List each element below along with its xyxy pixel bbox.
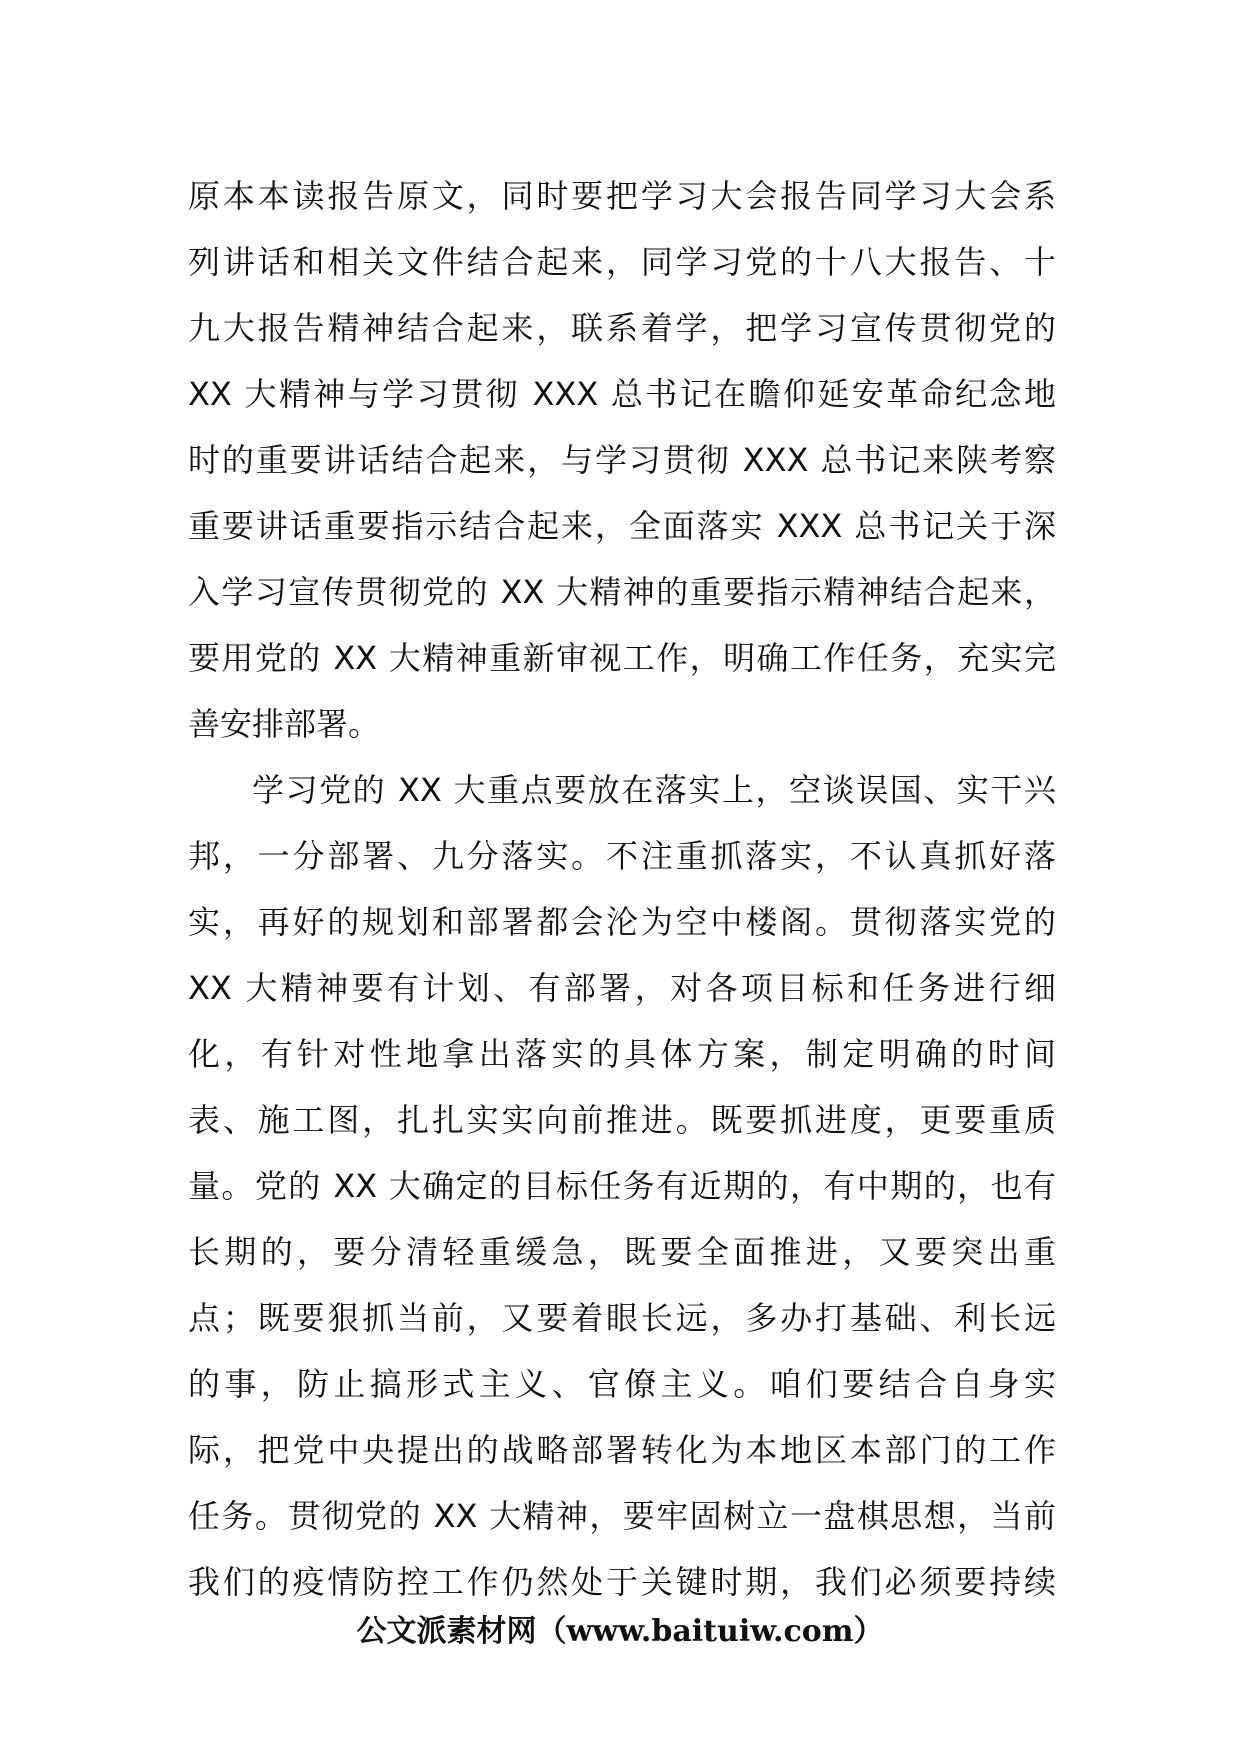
text-line: 入学习宣传贯彻党的 XX 大精神的重要指示精神结合起来， [188, 573, 1056, 611]
text-line: 化，有针对性地拿出落实的具体方案，制定明确的时间 [188, 1035, 1056, 1073]
text-line: 长期的，要分清轻重缓急，既要全面推进，又要突出重 [188, 1233, 1056, 1271]
text-line: 的事，防止搞形式主义、官僚主义。咱们要结合自身实 [188, 1365, 1056, 1403]
text-line: 我们的疫情防控工作仍然处于关键时期，我们必须要持续 [188, 1563, 1056, 1601]
paragraph [188, 163, 1056, 757]
text-line: 实，再好的规划和部署都会沦为空中楼阁。贯彻落实党的 [188, 903, 1056, 941]
text-line: 学习党的 XX 大重点要放在落实上，空谈误国、实干兴 [252, 771, 1056, 809]
text-line: 时的重要讲话结合起来，与学习贯彻 XXX 总书记来陕考察 [188, 441, 1056, 479]
text-line: 际，把党中央提出的战略部署转化为本地区本部门的工作 [188, 1431, 1056, 1469]
paragraph [188, 757, 1056, 1615]
text-line: 任务。贯彻党的 XX 大精神，要牢固树立一盘棋思想，当前 [188, 1497, 1056, 1535]
text-line: 量。党的 XX 大确定的目标任务有近期的，有中期的，也有 [188, 1167, 1056, 1205]
text-line: 九大报告精神结合起来，联系着学，把学习宣传贯彻党的 [188, 309, 1056, 347]
document-body [188, 163, 1056, 1615]
text-line: XX 大精神与学习贯彻 XXX 总书记在瞻仰延安革命纪念地 [188, 375, 1056, 413]
text-line: XX 大精神要有计划、有部署，对各项目标和任务进行细 [188, 969, 1056, 1007]
text-line: 列讲话和相关文件结合起来，同学习党的十八大报告、十 [188, 243, 1056, 281]
text-line: 重要讲话重要指示结合起来，全面落实 XXX 总书记关于深 [188, 507, 1056, 545]
text-line: 要用党的 XX 大精神重新审视工作，明确工作任务，充实完 [188, 639, 1056, 677]
text-line: 邦，一分部署、九分落实。不注重抓落实，不认真抓好落 [188, 837, 1056, 875]
text-line: 点；既要狠抓当前，又要着眼长远，多办打基础、利长远 [188, 1299, 1056, 1337]
text-line: 表、施工图，扎扎实实向前推进。既要抓进度，更要重质 [188, 1101, 1056, 1139]
text-line: 善安排部署。 [188, 705, 381, 743]
footer-watermark: 公文派素材网（www.baituiw.com） [356, 1614, 884, 1649]
text-line: 原本本读报告原文，同时要把学习大会报告同学习大会系 [188, 177, 1056, 215]
